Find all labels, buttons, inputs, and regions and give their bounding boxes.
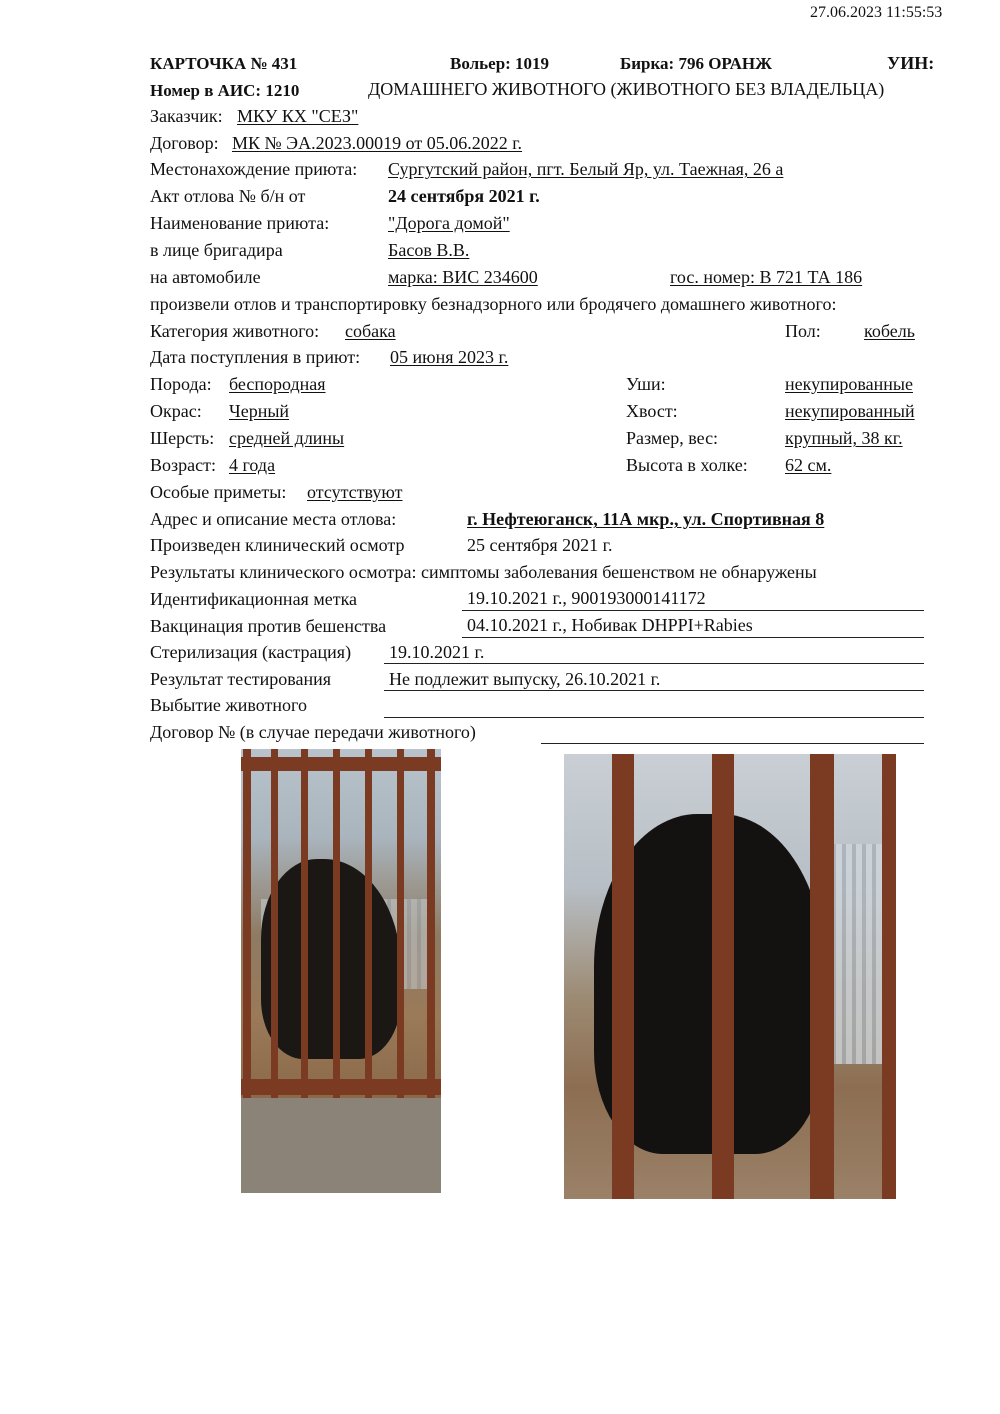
sex-value: кобель [864, 321, 915, 341]
color-value: Черный [229, 401, 290, 421]
shelter-name-label: Наименование приюта: [150, 213, 330, 233]
customer-value: МКУ КХ "СЕЗ" [237, 106, 359, 126]
id-mark-value: 19.10.2021 г., 900193000141172 [467, 588, 706, 608]
vehicle-plate: гос. номер: В 721 ТА 186 [670, 267, 863, 287]
ais-number: Номер в АИС: 1210 [150, 81, 300, 100]
capture-address-value: г. Нефтеюганск, 11А мкр., ул. Спортивная 8 [467, 509, 825, 529]
fur-label: Шерсть: [150, 428, 215, 448]
transfer-contract-underline [541, 743, 924, 744]
breed-value: беспородная [229, 374, 326, 394]
vaccination-label: Вакцинация против бешенства [150, 616, 387, 636]
transfer-contract-label: Договор № (в случае передачи животного) [150, 722, 476, 742]
special-marks-value: отсутствуют [307, 482, 403, 502]
contract-value: МК № ЭА.2023.00019 от 05.06.2022 г. [232, 133, 523, 153]
card-number: КАРТОЧКА № 431 [150, 54, 298, 73]
shelter-name-value: "Дорога домой" [388, 213, 510, 233]
capture-address-label: Адрес и описание места отлова: [150, 509, 397, 529]
age-label: Возраст: [150, 455, 216, 475]
vaccination-value: 04.10.2021 г., Нобивак DHPPI+Rabies [467, 615, 753, 635]
capture-act-date: 24 сентября 2021 г. [388, 186, 540, 206]
shelter-location-value: Сургутский район, пгт. Белый Яр, ул. Таежная, 26 а [388, 159, 784, 179]
exam-date: 25 сентября 2021 г. [467, 535, 613, 555]
sterilization-value: 19.10.2021 г. [389, 642, 485, 662]
arrival-date-label: Дата поступления в приют: [150, 347, 361, 367]
id-mark-label: Идентификационная метка [150, 589, 358, 609]
enclosure-number: Вольер: 1019 [450, 54, 550, 73]
capture-act-label: Акт отлова № б/н от [150, 186, 306, 206]
capture-statement: произвели отлов и транспортировку безнадзорного или бродячего домашнего животного: [150, 294, 837, 314]
fur-value: средней длины [229, 428, 345, 448]
breed-label: Порода: [150, 374, 212, 394]
tag-number: Бирка: 796 ОРАНЖ [620, 54, 772, 73]
size-label: Размер, вес: [626, 428, 719, 448]
age-value: 4 года [229, 455, 276, 475]
vaccination-underline [462, 637, 924, 638]
color-label: Окрас: [150, 401, 202, 421]
test-result-value: Не подлежит выпуску, 26.10.2021 г. [389, 669, 661, 689]
print-timestamp: 27.06.2023 11:55:53 [810, 4, 943, 21]
dog-photo-1 [241, 749, 441, 1193]
arrival-date-value: 05 июня 2023 г. [390, 347, 509, 367]
test-result-underline [384, 690, 924, 691]
departure-label: Выбытие животного [150, 695, 307, 715]
size-value: крупный, 38 кг. [785, 428, 903, 448]
tail-value: некупированный [785, 401, 915, 421]
height-label: Высота в холке: [626, 455, 748, 475]
category-label: Категория животного: [150, 321, 320, 341]
exam-results: Результаты клинического осмотра: симптомы заболевания бешенством не обнаружены [150, 562, 817, 582]
departure-underline [384, 717, 924, 718]
uin-label: УИН: [887, 53, 935, 73]
shelter-location-label: Местонахождение приюта: [150, 159, 358, 179]
ears-label: Уши: [626, 374, 666, 394]
foreman-label: в лице бригадира [150, 240, 283, 260]
height-value: 62 см. [785, 455, 832, 475]
ears-value: некупированные [785, 374, 913, 394]
sex-label: Пол: [785, 321, 821, 341]
customer-label: Заказчик: [150, 106, 223, 126]
vehicle-label: на автомобиле [150, 267, 261, 287]
foreman-value: Басов В.В. [388, 240, 470, 260]
dog-photo-2 [564, 754, 896, 1199]
sterilization-label: Стерилизация (кастрация) [150, 642, 352, 662]
category-value: собака [345, 321, 396, 341]
vehicle-brand: марка: ВИС 234600 [388, 267, 538, 287]
card-subtitle: ДОМАШНЕГО ЖИВОТНОГО (ЖИВОТНОГО БЕЗ ВЛАДЕЛЬЦА) [368, 79, 885, 99]
test-result-label: Результат тестирования [150, 669, 331, 689]
special-marks-label: Особые приметы: [150, 482, 287, 502]
contract-label: Договор: [150, 133, 219, 153]
tail-label: Хвост: [626, 401, 678, 421]
id-mark-underline [462, 610, 924, 611]
cage-bars-2 [564, 754, 896, 1199]
sterilization-underline [384, 663, 924, 664]
exam-label: Произведен клинический осмотр [150, 535, 405, 555]
